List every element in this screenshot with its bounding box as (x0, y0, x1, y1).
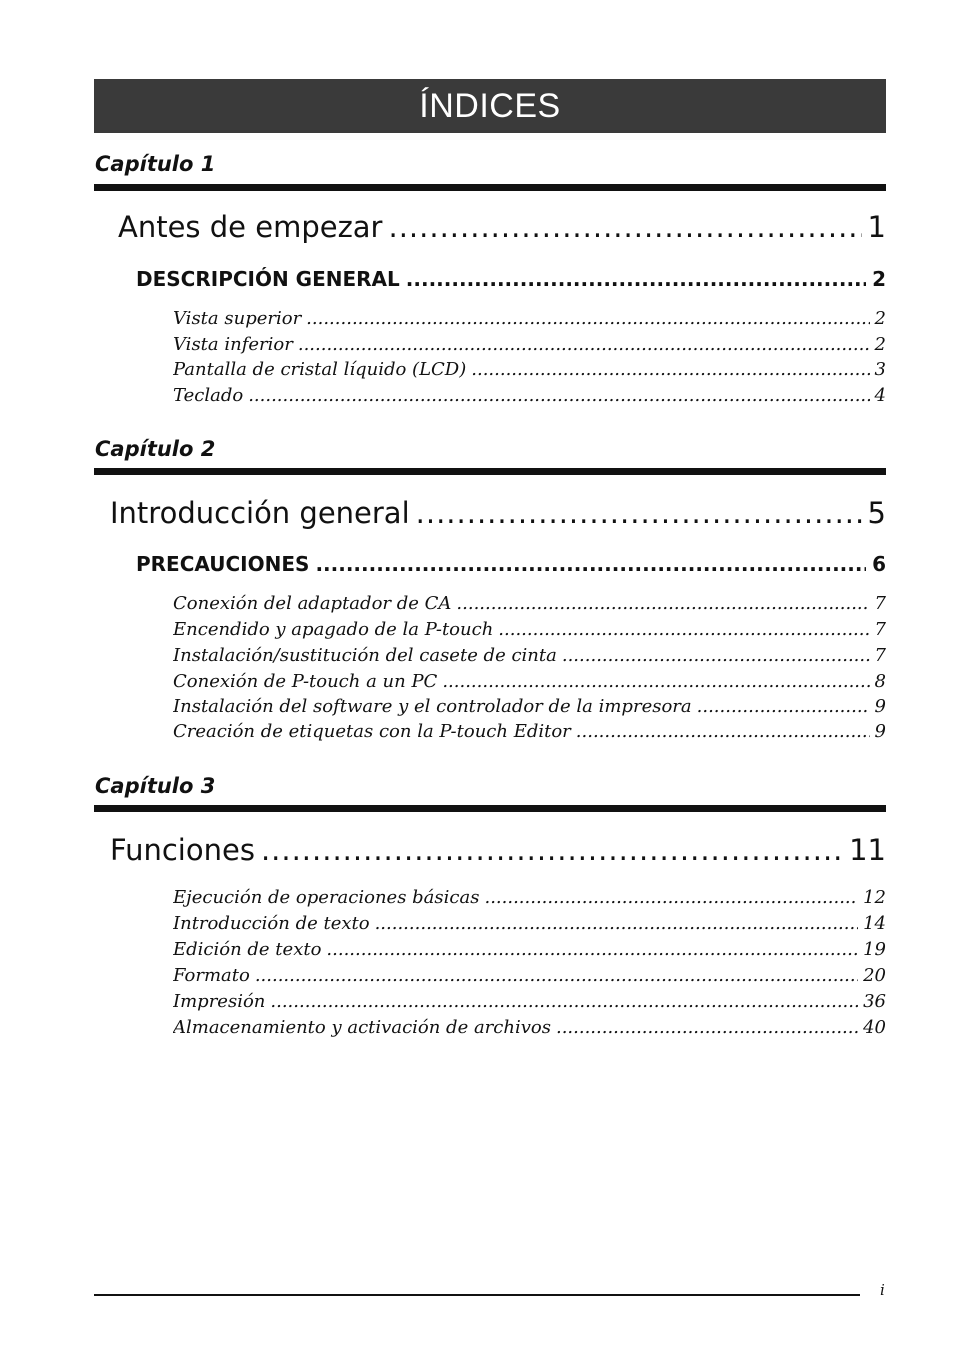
toc-leader (315, 552, 866, 576)
toc-entry[interactable] (173, 334, 886, 358)
toc-leader (576, 721, 870, 742)
footer-page-number: i (880, 1281, 885, 1299)
toc-entry-text: Teclado (173, 385, 244, 406)
toc-leader (406, 267, 866, 291)
toc-page-number: 7 (874, 645, 886, 666)
toc-page-number: 19 (863, 939, 886, 960)
toc-page-number: 2 (874, 308, 886, 329)
toc-entry-text: Impresión (173, 991, 266, 1012)
toc-heading-text: Introducción general (110, 496, 410, 530)
toc-page-number: 7 (874, 619, 886, 640)
toc-entry-text: Instalación del software y el controlador de la impresora (173, 696, 692, 717)
toc-leader (471, 359, 869, 380)
toc-entry[interactable] (173, 721, 886, 745)
toc-page-number: 12 (863, 887, 886, 908)
toc-entry-text: Formato (173, 965, 250, 986)
toc-section-text: DESCRIPCIÓN GENERAL (136, 267, 400, 291)
chapter-label: Capítulo 1 (95, 152, 216, 176)
toc-entry-text: Conexión del adaptador de CA (173, 593, 452, 614)
chapter-label: Capítulo 2 (95, 437, 216, 461)
toc-entry-text: Edición de texto (173, 939, 322, 960)
toc-page-number: 1 (867, 210, 886, 244)
chapter-rule (94, 468, 886, 475)
toc-page-number: 3 (874, 359, 886, 380)
toc-leader (388, 210, 861, 244)
toc-entry-text: Almacenamiento y activación de archivos (173, 1017, 551, 1038)
toc-section[interactable] (136, 267, 886, 295)
chapter-rule (94, 805, 886, 812)
toc-entry[interactable] (173, 359, 886, 383)
toc-entry-text: Introducción de texto (173, 913, 370, 934)
toc-entry[interactable] (173, 308, 886, 332)
toc-entry[interactable] (173, 671, 886, 695)
toc-entry-text: Instalación/sustitución del casete de cinta (173, 645, 557, 666)
toc-page-number: 7 (874, 593, 886, 614)
toc-leader (442, 671, 869, 692)
toc-page-number: 2 (874, 334, 886, 355)
toc-heading-text: Funciones (110, 833, 255, 867)
toc-entry[interactable] (173, 645, 886, 669)
page-title: ÍNDICES (94, 79, 886, 133)
toc-page-number: 8 (874, 671, 886, 692)
toc-page-number: 9 (874, 721, 886, 742)
toc-entry-text: Creación de etiquetas con la P-touch Editor (173, 721, 571, 742)
toc-leader (556, 1017, 858, 1038)
toc-leader (248, 385, 869, 406)
toc-page-number: 5 (867, 496, 886, 530)
toc-entry[interactable] (173, 696, 886, 720)
toc-leader (697, 696, 870, 717)
toc-entry-text: Encendido y apagado de la P-touch (173, 619, 494, 640)
toc-entry[interactable] (173, 593, 886, 617)
toc-page-number: 2 (872, 267, 886, 291)
toc-chapter-heading[interactable] (110, 833, 886, 873)
toc-leader (456, 593, 869, 614)
toc-leader (298, 334, 870, 355)
toc-page-number: 6 (872, 552, 886, 576)
toc-leader (498, 619, 869, 640)
toc-entry-text: Pantalla de cristal líquido (LCD) (173, 359, 467, 380)
toc-entry[interactable] (173, 887, 886, 911)
chapter-rule (94, 184, 886, 191)
toc-page-number: 4 (874, 385, 886, 406)
toc-leader (261, 833, 843, 867)
toc-leader (562, 645, 870, 666)
toc-leader (270, 991, 858, 1012)
footer-rule (94, 1294, 860, 1296)
toc-leader (484, 887, 858, 908)
toc-leader (306, 308, 869, 329)
toc-page-number: 14 (863, 913, 886, 934)
toc-entry-text: Vista inferior (173, 334, 293, 355)
toc-page-number: 11 (849, 833, 886, 867)
toc-heading-text: Antes de empezar (118, 210, 383, 244)
toc-entry[interactable] (173, 385, 886, 409)
toc-leader (255, 965, 858, 986)
toc-section[interactable] (136, 552, 886, 580)
toc-section-text: PRECAUCIONES (136, 552, 310, 576)
toc-entry[interactable] (173, 965, 886, 989)
toc-leader (326, 939, 858, 960)
toc-entry-text: Ejecución de operaciones básicas (173, 887, 480, 908)
toc-chapter-heading[interactable] (118, 210, 886, 250)
toc-entry[interactable] (173, 619, 886, 643)
toc-page-number: 20 (863, 965, 886, 986)
toc-chapter-heading[interactable] (110, 496, 886, 536)
chapter-label: Capítulo 3 (95, 774, 216, 798)
toc-page-number: 36 (863, 991, 886, 1012)
toc-entry[interactable] (173, 913, 886, 937)
toc-page-number: 9 (874, 696, 886, 717)
toc-page-number: 40 (863, 1017, 886, 1038)
toc-entry[interactable] (173, 939, 886, 963)
toc-entry-text: Vista superior (173, 308, 302, 329)
toc-entry[interactable] (173, 1017, 886, 1041)
toc-entry[interactable] (173, 991, 886, 1015)
toc-leader (416, 496, 862, 530)
toc-leader (375, 913, 859, 934)
toc-entry-text: Conexión de P-touch a un PC (173, 671, 438, 692)
